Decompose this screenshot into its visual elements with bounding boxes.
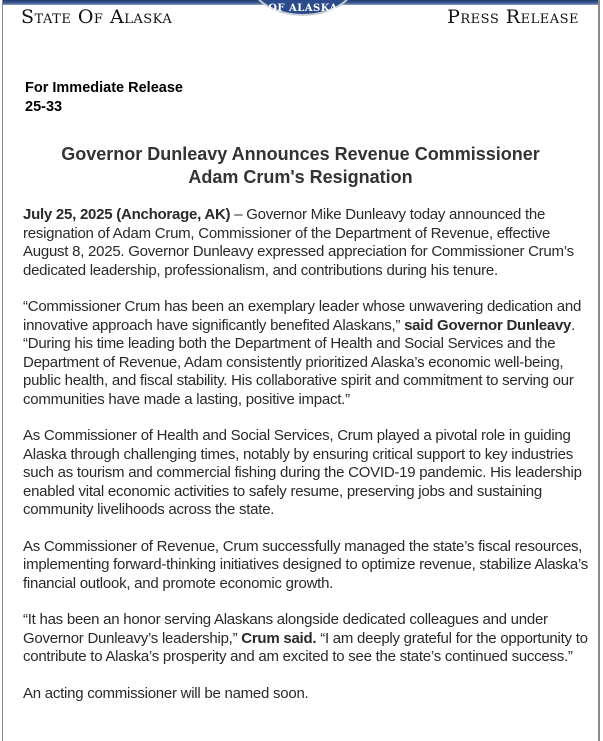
crum-quote-part-2: “I am deeply grateful for the opportunity to contribute to Alaska’s prosperity and am excited to see the state’s continued success.” (23, 629, 588, 665)
governor-quote-part-1: “Commissioner Crum has been an exemplary leader whose unwavering dedication and innovative approach have significantly benefited Alaskans,” (23, 298, 582, 334)
governor-quote-part-2: . “During his time leading both the Department of Health and Social Services and the Department of Revenue, Adam consistently prioritized Alaska’s economic well-being, public health, and fiscal stability. His collaborative spirit and commitment to serving our communities have made a lasting, positive impact.” (23, 316, 576, 408)
paragraph-2 (23, 298, 589, 409)
crum-quote-part-1: “It has been an honor serving Alaskans alongside dedicated colleagues and under Governor Dunleavy’s leadership,” (23, 611, 548, 647)
release-meta (25, 79, 183, 117)
headline (3, 143, 598, 189)
paragraph-3: As Commissioner of Health and Social Services, Crum played a pivotal role in guiding Alaska through challenging times, notably by ensuring critical support to key industries such as tourism and commercial fishing during the COVID-19 pandemic. His leadership enabled vital economic activities to safely resume, preserving jobs and sustaining community livelihoods across the state. (23, 427, 582, 518)
crum-attribution: Crum said. (241, 629, 317, 647)
state-seal-icon (247, 0, 359, 16)
paragraph-1-text: – Governor Mike Dunleavy today announced the resignation of Adam Crum, Commissioner of the Department of Revenue, effective August 8, 2025. Governor Dunleavy expressed appreciation for Commissioner Crum’s dedicated leadership, professionalism, and contributions during his tenure. (23, 206, 574, 279)
article-body (23, 206, 589, 721)
paragraph-6: An acting commissioner will be named soon. (23, 684, 309, 702)
paragraph-4: As Commissioner of Revenue, Crum successfully managed the state’s fiscal resources, implementing forward-thinking initiatives designed to optimize revenue, stabilize Alaska’s financial outlook, and promote economic growth. (23, 537, 589, 592)
headline-line-1: Governor Dunleavy Announces Revenue Commissioner (61, 144, 540, 164)
paragraph-5 (23, 611, 589, 667)
press-release-heading: Press Release (447, 6, 579, 28)
paragraph-1 (23, 206, 589, 280)
immediate-release-label: For Immediate Release (25, 80, 183, 96)
state-of-alaska-heading: State Of Alaska (21, 6, 173, 28)
seal-text: OF ALASKA (268, 3, 338, 14)
release-number: 25-33 (25, 99, 63, 115)
dateline: July 25, 2025 (Anchorage, AK) (23, 206, 231, 223)
headline-line-2: Adam Crum's Resignation (188, 167, 413, 187)
press-release-page (2, 0, 600, 741)
governor-attribution: said Governor Dunleavy (404, 316, 572, 334)
